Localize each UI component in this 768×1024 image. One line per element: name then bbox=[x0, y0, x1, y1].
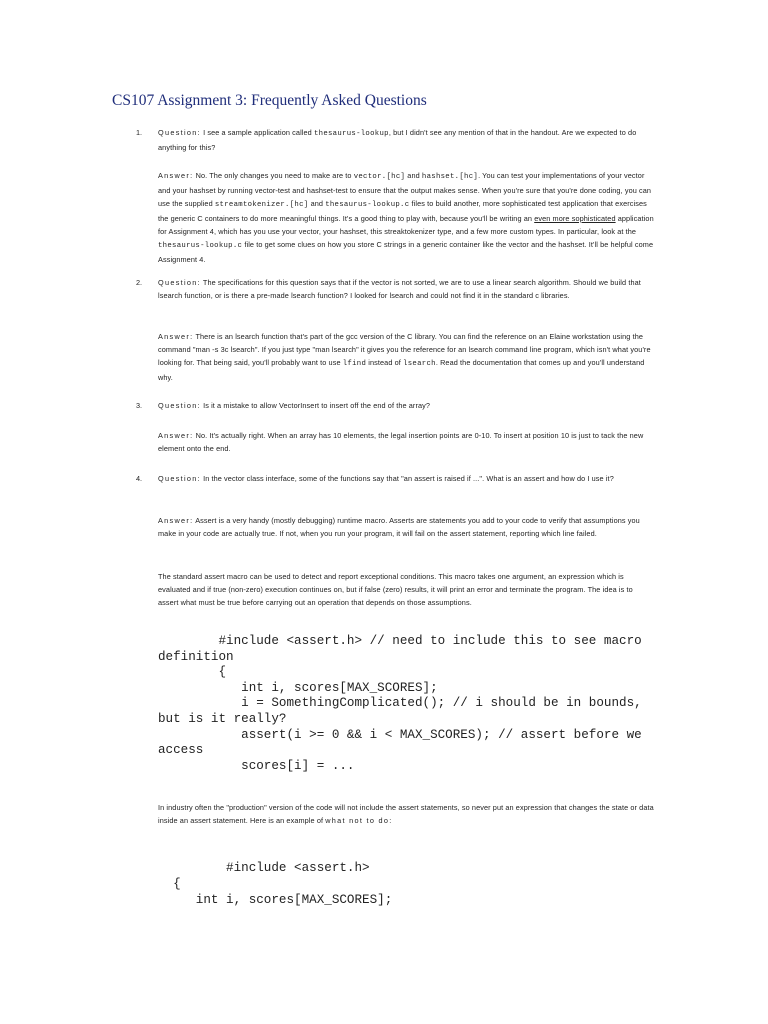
faq-question: Question: In the vector class interface, some of the functions say that "an assert is raised if ...". What is an assert and how do I use it? bbox=[158, 474, 614, 483]
answer-label: Answer: bbox=[158, 516, 194, 525]
faq-answer: Answer: There is an lsearch function that's part of the gcc version of the C library. You can find the reference on an Elaine workstation using the command "man -s 3c lsearch". If you just type "man lsearch" it gives you the reference for an lsearch command line program, which isn't what you're looking for. That being said, you'll probably want to use lfind instead of lsearch. Read the documentation that comes up and you'll understand why. bbox=[158, 332, 651, 382]
faq-question: Question: The specifications for this question says that if the vector is not sorted, we are to use a linear search algorithm. Should we build that lsearch function, or is there a pre-made lsearch function? I looked for lsearch and could not find it in the standard c libraries. bbox=[158, 278, 641, 300]
faq-number: 3. bbox=[136, 401, 143, 410]
answer-label: Answer: bbox=[158, 431, 194, 440]
faq-question: Question: Is it a mistake to allow VectorInsert to insert off the end of the array? bbox=[158, 401, 431, 410]
code-block: #include <assert.h> { int i, scores[MAX_SCORES]; bbox=[173, 861, 393, 907]
question-label: Question: bbox=[158, 278, 201, 287]
inline-code: lfind bbox=[342, 360, 367, 368]
faq-answer: Answer: Assert is a very handy (mostly debugging) runtime macro. Asserts are statements you add to your code to verify that assumptions you make in your code are actually true. If not, when you run your program, it will fail on the assert statement, reporting which line failed. bbox=[158, 516, 640, 538]
inline-code: thesaurus-lookup.c bbox=[158, 242, 243, 250]
faq-number: 2. bbox=[136, 278, 143, 287]
faq-number: 4. bbox=[136, 474, 143, 483]
paragraph: In industry often the "production" version of the code will not include the assert statements, so never put an expression that changes the state or data inside an assert statement. Here is an example of what not to do: bbox=[158, 803, 654, 825]
inline-code: thesaurus-lookup bbox=[313, 130, 389, 138]
code-block: #include <assert.h> // need to include this to see macro definition { int i, scores[MAX_SCORES]; i = SomethingComplicated(); // i should be in bounds, but is it really? assert(i >= 0 && i < MAX_SCORES); // assert before we access scores[i] = ... bbox=[158, 634, 642, 773]
question-label: Question: bbox=[158, 401, 201, 410]
inline-code: vector.[hc] bbox=[353, 173, 406, 181]
faq-answer: Answer: No. The only changes you need to make are to vector.[hc] and hashset.[hc]. You can test your implementations of your vector and your hashset by running vector-test and hashset-test to ensure that the output makes sense. When you're sure that you're done coding, you can use the supplied streamtokenizer.[hc] and thesaurus-lookup.c files to build another, more sophisticated test application that exercises the generic C containers to do more meaningful things. It's a good thing to play with, because you'll be writing an even more sophisticated application for Assignment 4, which has you use your vector, your hashset, this streaktokenizer type, and a few more custom types. In particular, look at the thesaurus-lookup.c file to get some clues on how you store C strings in a generic container like the vector and the hashset. It'll be helpful come Assignment 4. bbox=[158, 171, 654, 264]
inline-code: thesaurus-lookup.c bbox=[325, 201, 410, 209]
faq-answer: Answer: No. It's actually right. When an array has 10 elements, the legal insertion points are 0-10. To insert at position 10 is just to tack the new element onto the end. bbox=[158, 431, 644, 453]
inline-code: lsearch bbox=[403, 360, 436, 368]
answer-label: Answer: bbox=[158, 171, 194, 180]
emphasis-text: what not to do bbox=[325, 816, 390, 825]
inline-code: hashset.[hc] bbox=[421, 173, 479, 181]
question-label: Question: bbox=[158, 128, 201, 137]
paragraph: The standard assert macro can be used to detect and report exceptional conditions. This macro takes one argument, an expression which is evaluated and if true (non-zero) execution continues on, but if false (zero) results, it will print an error and terminate the program. The idea is to assert what must be true before carrying out an operation that depends on those assumptions. bbox=[158, 572, 633, 607]
faq-number: 1. bbox=[136, 128, 143, 137]
answer-label: Answer: bbox=[158, 332, 194, 341]
inline-code: streamtokenizer.[hc] bbox=[214, 201, 309, 209]
underlined-text: even more sophisticated bbox=[534, 214, 616, 223]
page-title: CS107 Assignment 3: Frequently Asked Questions bbox=[112, 92, 427, 109]
faq-question: Question: I see a sample application called thesaurus-lookup, but I didn't see any mention of that in the handout. Are we expected to do anything for this? bbox=[158, 128, 637, 152]
question-label: Question: bbox=[158, 474, 201, 483]
